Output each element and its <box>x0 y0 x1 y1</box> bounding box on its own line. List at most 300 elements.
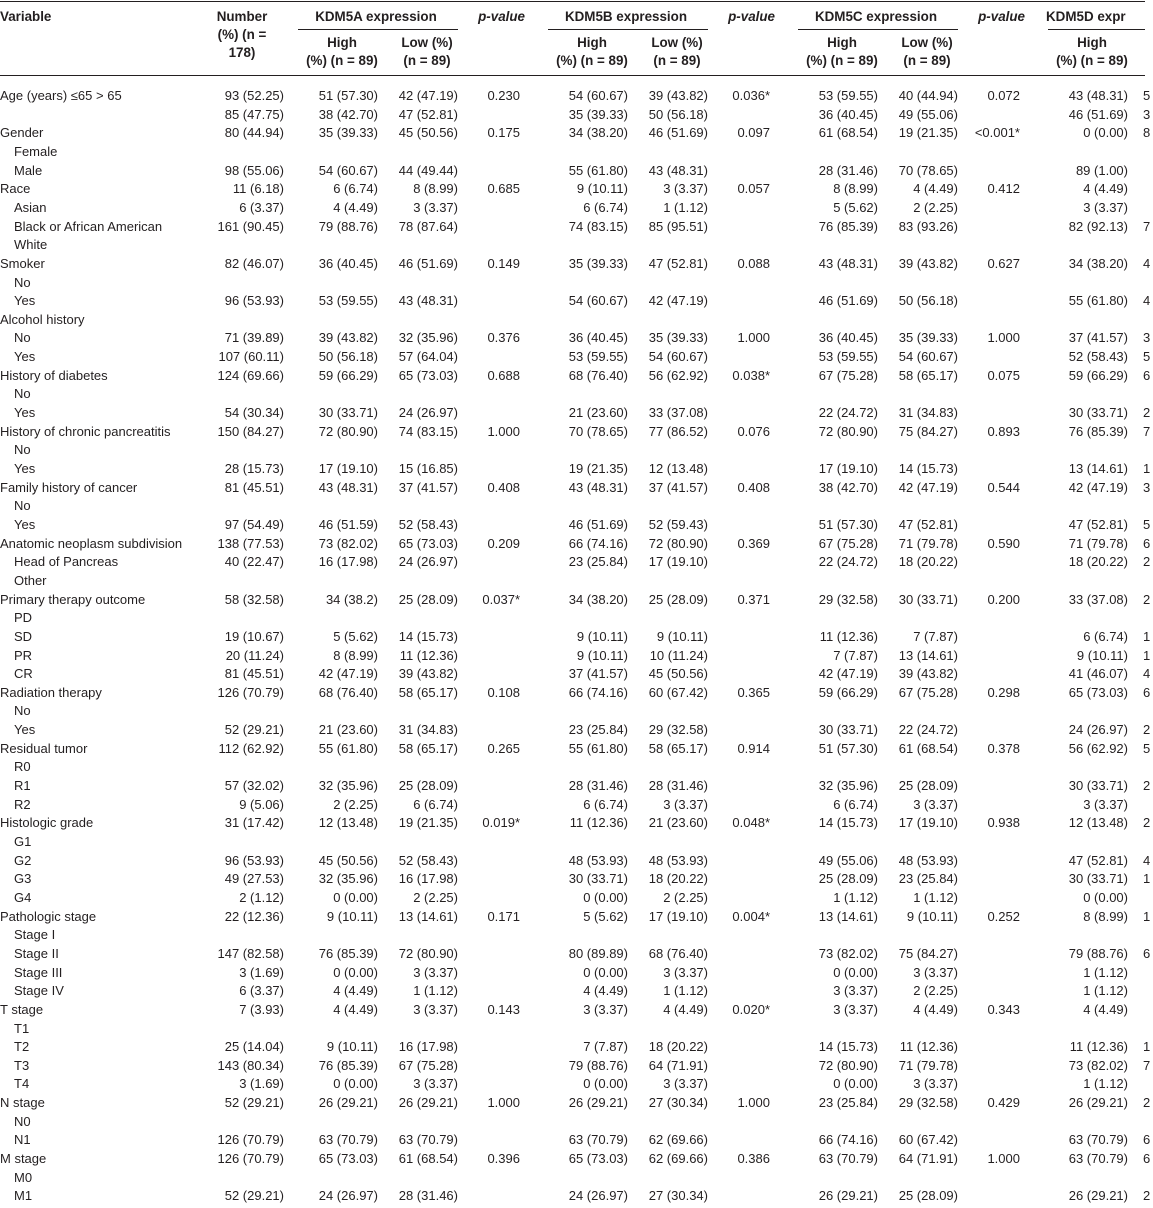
cell-d-low-clipped <box>1143 236 1153 255</box>
cell-n: 126 (70.79) <box>217 1151 284 1167</box>
cell-d-low-clipped: 2 <box>1143 815 1151 831</box>
cell-d-high: 56 (62.92) <box>1068 740 1128 756</box>
cell-b-high: 55 (61.80) <box>568 740 628 756</box>
cell-d-low-clipped: 5 <box>1143 88 1151 103</box>
cell-d-low-clipped: 2 <box>1143 591 1151 607</box>
cell-a-high: 42 (47.19) <box>318 666 378 682</box>
cell-c-high: 26 (29.21) <box>818 1188 878 1204</box>
cell-d-high <box>978 497 1128 516</box>
cell-c-high: 3 (3.37) <box>833 1001 878 1017</box>
row-label: Alcohol history <box>0 311 85 327</box>
cell-d-low-clipped: 4 <box>1143 852 1151 868</box>
cell-a-high: 5 (5.62) <box>333 628 378 644</box>
cell-a-low: 31 (34.83) <box>398 722 458 738</box>
cell-a-p: 0.376 <box>487 330 520 346</box>
cell-d-low-clipped: 3 <box>1143 106 1151 122</box>
cell-b-low: 58 (65.17) <box>648 740 708 756</box>
cell-c-low: 48 (53.93) <box>898 852 958 868</box>
cell-b-low: 4 (4.49) <box>663 1001 708 1017</box>
cell-d-high: 33 (37.08) <box>1068 591 1128 607</box>
cell-a-low: 52 (58.43) <box>398 852 458 868</box>
cell-c-high: 53 (59.55) <box>818 88 878 103</box>
cell-d-low-clipped <box>1143 311 1153 330</box>
cell-c-high: 3 (3.37) <box>833 983 878 999</box>
cell-c-high: 46 (51.69) <box>818 293 878 309</box>
cell-a-low: 15 (16.85) <box>398 461 458 476</box>
cell-d-low-clipped <box>1143 1020 1153 1039</box>
cell-b-p: 0.048* <box>732 815 770 831</box>
cell-b-p: 0.365 <box>737 684 770 700</box>
cell-c-high: 51 (57.30) <box>818 516 878 532</box>
cell-a-low: 24 (26.97) <box>398 554 458 570</box>
cell-d-high: 71 (79.78) <box>1068 535 1128 551</box>
cell-b-low: 64 (71.91) <box>648 1057 708 1073</box>
header-number-line3: 178) <box>228 45 256 60</box>
cell-a-low: 8 (8.99) <box>413 181 458 197</box>
cell-c-high: 30 (33.71) <box>818 722 878 738</box>
cell-d-low-clipped <box>1143 758 1153 777</box>
cell-b-high: 34 (38.20) <box>568 125 628 141</box>
cell-d-low-clipped <box>1143 889 1153 908</box>
cell-b-high: 28 (31.46) <box>568 778 628 794</box>
cell-a-p: 0.685 <box>487 181 520 197</box>
cell-a-high: 54 (60.67) <box>318 162 378 178</box>
row-label: G2 <box>14 852 32 868</box>
cell-b-low: 35 (39.33) <box>648 330 708 346</box>
row-label: Stage III <box>14 964 63 980</box>
row-label: Age (years) ≤65 > 65 <box>0 88 122 103</box>
cell-b-high: 7 (7.87) <box>583 1039 628 1055</box>
row-label: N0 <box>14 1113 31 1129</box>
cell-a-low: 11 (12.36) <box>399 647 458 663</box>
cell-a-low: 14 (15.73) <box>398 628 458 644</box>
cell-b-low: 72 (80.90) <box>648 535 708 551</box>
cell-d-high: 82 (92.13) <box>1068 218 1128 234</box>
cell-n: 31 (17.42) <box>224 815 284 831</box>
cell-c-p: 0.075 <box>987 367 1020 383</box>
cell-a-low: 46 (51.69) <box>398 255 458 271</box>
cell-a-high: 0 (0.00) <box>333 889 378 905</box>
cell-a-high: 0 (0.00) <box>333 1076 378 1092</box>
cell-b-high: 21 (23.60) <box>568 405 628 421</box>
row-label: Yes <box>14 293 36 309</box>
cell-b-low: 33 (37.08) <box>648 405 708 421</box>
cell-a-low: 78 (87.64) <box>398 218 458 234</box>
cell-n: 3 (1.69) <box>239 1076 284 1092</box>
row-label: M0 <box>14 1169 33 1185</box>
cell-b-p: 0.408 <box>737 479 770 495</box>
cell-d-low-clipped: 3 <box>1143 479 1151 495</box>
cell-d-high: 79 (88.76) <box>1068 945 1128 961</box>
cell-d-high: 26 (29.21) <box>1068 1095 1128 1111</box>
row-label: Male <box>14 162 43 178</box>
cell-a-high: 59 (66.29) <box>318 367 378 383</box>
cell-b-high: 54 (60.67) <box>568 293 628 309</box>
cell-d-low-clipped <box>1143 162 1153 181</box>
cell-c-low: 25 (28.09) <box>898 778 958 794</box>
cell-a-low: 37 (41.57) <box>398 479 458 495</box>
cell-d-high <box>978 833 1128 852</box>
row-label: R0 <box>14 759 31 775</box>
cell-d-high <box>978 1169 1128 1188</box>
cell-c-high: 63 (70.79) <box>818 1151 878 1167</box>
header-kdm5a: KDM5A expression <box>315 9 437 24</box>
cell-d-low-clipped: 2 <box>1143 1095 1151 1111</box>
cell-a-low: 3 (3.37) <box>413 1076 458 1092</box>
cell-c-high: 14 (15.73) <box>818 1039 878 1055</box>
cell-c-high: 7 (7.87) <box>833 647 878 663</box>
cell-d-low-clipped <box>1143 199 1153 218</box>
cell-b-p: 0.386 <box>737 1151 770 1167</box>
row-label: CR <box>14 666 33 682</box>
header-c-high-line1: High <box>827 35 857 50</box>
cell-c-low: 39 (43.82) <box>898 666 958 682</box>
cell-a-low: 43 (48.31) <box>398 293 458 309</box>
cell-c-low: 31 (34.83) <box>898 405 958 421</box>
cell-d-high: 1 (1.12) <box>1083 964 1128 980</box>
row-label: PD <box>14 610 33 626</box>
cell-b-low: 29 (32.58) <box>648 722 708 738</box>
cell-a-high: 2 (2.25) <box>333 796 378 812</box>
cell-b-high: 4 (4.49) <box>583 983 628 999</box>
cell-a-high: 65 (73.03) <box>318 1151 378 1167</box>
cell-b-low: 27 (30.34) <box>648 1095 708 1111</box>
cell-c-high: 53 (59.55) <box>818 349 878 365</box>
row-label: Stage IV <box>14 983 64 999</box>
row-label: No <box>14 498 31 514</box>
cell-n: 22 (12.36) <box>224 908 284 924</box>
cell-c-high: 72 (80.90) <box>818 423 878 439</box>
cell-b-low: 12 (13.48) <box>648 461 708 476</box>
cell-d-low-clipped: 2 <box>1143 405 1151 421</box>
cell-d-low-clipped: 6 <box>1143 535 1151 551</box>
cell-d-high: 76 (85.39) <box>1068 423 1128 439</box>
cell-n: 71 (39.89) <box>224 330 284 346</box>
row-label: Yes <box>14 461 36 476</box>
cell-n: 58 (32.58) <box>224 591 284 607</box>
cell-b-high: 37 (41.57) <box>568 666 628 682</box>
row-label: M1 <box>14 1188 33 1204</box>
cell-b-low: 2 (2.25) <box>663 889 708 905</box>
cell-n: 150 (84.27) <box>217 423 284 439</box>
row-label: No <box>14 442 31 458</box>
cell-b-low: 60 (67.42) <box>648 684 708 700</box>
cell-d-high: 3 (3.37) <box>1083 199 1128 215</box>
cell-c-high: 36 (40.45) <box>818 106 878 122</box>
cell-d-high: 18 (20.22) <box>1068 554 1128 570</box>
cell-a-low: 45 (50.56) <box>398 125 458 141</box>
header-number-line1: Number <box>216 9 268 24</box>
cell-c-low: 67 (75.28) <box>898 684 958 700</box>
cell-a-low: 72 (80.90) <box>398 945 458 961</box>
header-number <box>200 8 284 62</box>
cell-b-low: 3 (3.37) <box>663 796 708 812</box>
cell-a-high: 38 (42.70) <box>318 106 378 122</box>
cell-b-low: 10 (11.24) <box>649 647 708 663</box>
cell-n: 3 (1.69) <box>239 964 284 980</box>
cell-c-p: 0.412 <box>987 181 1020 197</box>
cell-b-low: 3 (3.37) <box>663 1076 708 1092</box>
cell-c-low: 2 (2.25) <box>913 199 958 215</box>
cell-d-low-clipped <box>1143 441 1153 460</box>
cell-d-high <box>978 926 1128 945</box>
cell-d-high: 0 (0.00) <box>1083 125 1128 141</box>
cell-a-low: 65 (73.03) <box>398 367 458 383</box>
header-c-high <box>798 34 886 70</box>
cell-b-high: 48 (53.93) <box>568 852 628 868</box>
cell-d-high: 9 (10.11) <box>1076 647 1128 663</box>
cell-b-low: 3 (3.37) <box>663 964 708 980</box>
cell-b-high: 24 (26.97) <box>568 1188 628 1204</box>
row-label: PR <box>14 647 33 663</box>
cell-b-high: 80 (89.89) <box>568 945 628 961</box>
cell-c-high: 1 (1.12) <box>833 889 878 905</box>
cell-b-low: 39 (43.82) <box>648 88 708 103</box>
cell-a-low: 13 (14.61) <box>398 908 458 924</box>
header-kdm5a-rule <box>298 29 458 30</box>
cell-b-high: 35 (39.33) <box>568 255 628 271</box>
cell-d-high: 42 (47.19) <box>1068 479 1128 495</box>
cell-b-low: 17 (19.10) <box>648 908 708 924</box>
cell-c-low: 49 (55.06) <box>898 106 958 122</box>
cell-b-high: 65 (73.03) <box>568 1151 628 1167</box>
cell-d-low-clipped: 6 <box>1143 945 1151 961</box>
cell-a-p: 1.000 <box>487 1095 520 1111</box>
cell-b-low: 37 (41.57) <box>648 479 708 495</box>
cell-c-high: 76 (85.39) <box>818 218 878 234</box>
cell-d-low-clipped: 7 <box>1143 218 1151 234</box>
header-c-low <box>892 34 962 70</box>
cell-c-low: 64 (71.91) <box>898 1151 958 1167</box>
header-number-line2: (%) (n = <box>217 27 267 42</box>
row-label: Yes <box>14 722 36 738</box>
cell-d-high: 8 (8.99) <box>1083 908 1128 924</box>
cell-d-low-clipped: 7 <box>1143 1057 1151 1073</box>
row-label: T3 <box>14 1057 30 1073</box>
cell-a-p: 0.108 <box>487 684 520 700</box>
cell-b-low: 56 (62.92) <box>648 367 708 383</box>
cell-b-p: 0.371 <box>737 591 770 607</box>
header-kdm5d: KDM5D expr <box>1046 9 1126 24</box>
cell-d-low-clipped: 1 <box>1143 461 1151 476</box>
cell-d-high: 26 (29.21) <box>1068 1188 1128 1204</box>
cell-c-low: 39 (43.82) <box>898 255 958 271</box>
header-d-high-line2: (%) (n = 89) <box>1056 53 1128 68</box>
header-kdm5b: KDM5B expression <box>564 9 688 24</box>
cell-n: 126 (70.79) <box>217 684 284 700</box>
cell-a-high: 8 (8.99) <box>333 647 378 663</box>
cell-c-high: 23 (25.84) <box>818 1095 878 1111</box>
cell-a-low: 26 (29.21) <box>398 1095 458 1111</box>
header-b-high-line2: (%) (n = 89) <box>556 53 628 68</box>
cell-c-high: 32 (35.96) <box>818 778 878 794</box>
cell-b-low: 17 (19.10) <box>648 554 708 570</box>
cell-c-low: 60 (67.42) <box>898 1132 958 1148</box>
cell-d-high <box>978 758 1128 777</box>
cell-d-high: 30 (33.71) <box>1068 405 1128 421</box>
cell-d-high <box>978 702 1128 721</box>
cell-b-high: 0 (0.00) <box>583 964 628 980</box>
cell-a-low: 42 (47.19) <box>398 88 458 103</box>
cell-b-high: 54 (60.67) <box>568 88 628 103</box>
cell-c-p: 0.544 <box>987 479 1020 495</box>
cell-n: 126 (70.79) <box>217 1132 284 1148</box>
cell-d-high: 34 (38.20) <box>1068 255 1128 271</box>
cell-n: 81 (45.51) <box>224 666 284 682</box>
cell-c-low: 18 (20.22) <box>898 554 958 570</box>
row-label: N stage <box>0 1095 45 1111</box>
cell-n: 96 (53.93) <box>224 852 284 868</box>
row-label: R2 <box>14 796 31 812</box>
cell-d-low-clipped <box>1143 274 1153 293</box>
header-b-high <box>548 34 636 70</box>
row-label: Anatomic neoplasm subdivision <box>0 535 183 551</box>
cell-c-p: 0.627 <box>987 255 1020 271</box>
cell-c-high: 61 (68.54) <box>818 125 878 141</box>
cell-d-high: 63 (70.79) <box>1068 1132 1128 1148</box>
cell-d-high: 13 (14.61) <box>1068 461 1128 476</box>
cell-b-high: 68 (76.40) <box>568 367 628 383</box>
cell-c-low: 23 (25.84) <box>898 871 958 887</box>
cell-n: 96 (53.93) <box>224 293 284 309</box>
cell-a-low: 67 (75.28) <box>398 1057 458 1073</box>
header-a-high-line1: High <box>327 35 357 50</box>
cell-d-low-clipped: 4 <box>1143 255 1151 271</box>
cell-d-high: 4 (4.49) <box>1083 181 1128 197</box>
cell-b-low: 3 (3.37) <box>663 181 708 197</box>
cell-b-low: 42 (47.19) <box>648 293 708 309</box>
cell-b-high: 11 (12.36) <box>569 815 628 831</box>
cell-c-low: 50 (56.18) <box>898 293 958 309</box>
cell-a-high: 73 (82.02) <box>318 535 378 551</box>
cell-a-low: 61 (68.54) <box>398 1151 458 1167</box>
cell-b-low: 43 (48.31) <box>648 162 708 178</box>
cell-a-high: 24 (26.97) <box>318 1188 378 1204</box>
cell-b-p: 1.000 <box>737 330 770 346</box>
cell-b-high: 9 (10.11) <box>576 628 628 644</box>
cell-d-high: 4 (4.49) <box>1083 1001 1128 1017</box>
cell-a-p: 0.019* <box>482 815 520 831</box>
cell-a-high: 9 (10.11) <box>326 1039 378 1055</box>
cell-c-low: 58 (65.17) <box>898 367 958 383</box>
cell-d-high <box>978 236 1128 255</box>
cell-c-p: 0.252 <box>987 908 1020 924</box>
cell-c-low: 4 (4.49) <box>913 1001 958 1017</box>
cell-n: 11 (6.18) <box>232 181 284 197</box>
cell-d-high <box>978 385 1128 404</box>
header-b-low-line1: Low (%) <box>651 35 703 50</box>
row-label: No <box>14 274 31 290</box>
cell-d-low-clipped: 6 <box>1143 1151 1151 1167</box>
cell-a-high: 12 (13.48) <box>318 815 378 831</box>
header-pvalue-b: p-value <box>728 9 775 24</box>
cell-a-high: 4 (4.49) <box>333 1001 378 1017</box>
cell-d-high <box>978 1113 1128 1132</box>
header-kdm5c-rule <box>798 29 958 30</box>
header-kdm5b-rule <box>548 29 708 30</box>
cell-c-high: 73 (82.02) <box>818 945 878 961</box>
row-label: Stage I <box>14 927 56 943</box>
row-label: History of chronic pancreatitis <box>0 423 171 439</box>
cell-n: 52 (29.21) <box>224 1095 284 1111</box>
cell-c-low: 30 (33.71) <box>898 591 958 607</box>
cell-c-low: 40 (44.94) <box>898 88 958 103</box>
cell-b-high: 0 (0.00) <box>583 1076 628 1092</box>
cell-c-low: 35 (39.33) <box>898 330 958 346</box>
cell-b-low: 18 (20.22) <box>648 1039 708 1055</box>
cell-a-low: 3 (3.37) <box>413 199 458 215</box>
cell-d-low-clipped: 2 <box>1143 778 1151 794</box>
cell-c-high: 11 (12.36) <box>819 628 878 644</box>
cell-b-p: 0.036* <box>732 88 770 103</box>
row-label: M stage <box>0 1151 47 1167</box>
row-label: T4 <box>14 1076 30 1092</box>
cell-c-p: 1.000 <box>987 330 1020 346</box>
cell-d-low-clipped: 2 <box>1143 1188 1151 1204</box>
row-label: Primary therapy outcome <box>0 591 146 607</box>
cell-b-p: 0.038* <box>732 367 770 383</box>
cell-a-high: 21 (23.60) <box>318 722 378 738</box>
cell-a-low: 63 (70.79) <box>398 1132 458 1148</box>
cell-a-p: 0.230 <box>487 88 520 103</box>
row-label: Black or African American <box>14 218 163 234</box>
row-label: Yes <box>14 349 36 365</box>
cell-a-high: 32 (35.96) <box>318 778 378 794</box>
cell-c-high: 8 (8.99) <box>833 181 878 197</box>
cell-d-high: 47 (52.81) <box>1068 852 1128 868</box>
cell-d-high: 52 (58.43) <box>1068 349 1128 365</box>
cell-b-high: 0 (0.00) <box>583 889 628 905</box>
cell-a-low: 3 (3.37) <box>413 1001 458 1017</box>
cell-b-low: 21 (23.60) <box>648 815 708 831</box>
cell-c-low: 19 (21.35) <box>898 125 958 141</box>
cell-c-low: 9 (10.11) <box>906 908 958 924</box>
cell-n: 81 (45.51) <box>224 479 284 495</box>
cell-b-high: 36 (40.45) <box>568 330 628 346</box>
cell-d-low-clipped: 4 <box>1143 666 1151 682</box>
row-label: Head of Pancreas <box>14 554 119 570</box>
cell-d-low-clipped <box>1143 926 1153 945</box>
cell-c-low: 25 (28.09) <box>898 1188 958 1204</box>
cell-b-high: 35 (39.33) <box>568 106 628 122</box>
row-label: Race <box>0 181 31 197</box>
cell-c-low: 54 (60.67) <box>898 349 958 365</box>
cell-d-low-clipped: 4 <box>1143 293 1151 309</box>
cell-d-high: 59 (66.29) <box>1068 367 1128 383</box>
cell-c-low: 47 (52.81) <box>898 516 958 532</box>
cell-c-high: 5 (5.62) <box>833 199 878 215</box>
cell-a-low: 19 (21.35) <box>398 815 458 831</box>
cell-c-high: 67 (75.28) <box>818 535 878 551</box>
cell-b-p: 1.000 <box>737 1095 770 1111</box>
cell-a-high: 17 (19.10) <box>318 461 378 476</box>
cell-b-p: 0.020* <box>732 1001 770 1017</box>
row-label: R1 <box>14 778 31 794</box>
cell-b-low: 47 (52.81) <box>648 255 708 271</box>
cell-a-high: 68 (76.40) <box>318 684 378 700</box>
cell-d-high <box>978 441 1128 460</box>
cell-n: 20 (11.24) <box>225 647 284 663</box>
cell-c-high: 29 (32.58) <box>818 591 878 607</box>
cell-b-high: 66 (74.16) <box>568 684 628 700</box>
cell-a-high: 51 (57.30) <box>318 88 378 103</box>
cell-b-high: 55 (61.80) <box>568 162 628 178</box>
row-label: White <box>14 237 48 253</box>
cell-a-high: 46 (51.59) <box>318 516 378 532</box>
cell-d-high: 12 (13.48) <box>1068 815 1128 831</box>
cell-a-low: 24 (26.97) <box>398 405 458 421</box>
cell-c-p: 0.429 <box>987 1095 1020 1111</box>
